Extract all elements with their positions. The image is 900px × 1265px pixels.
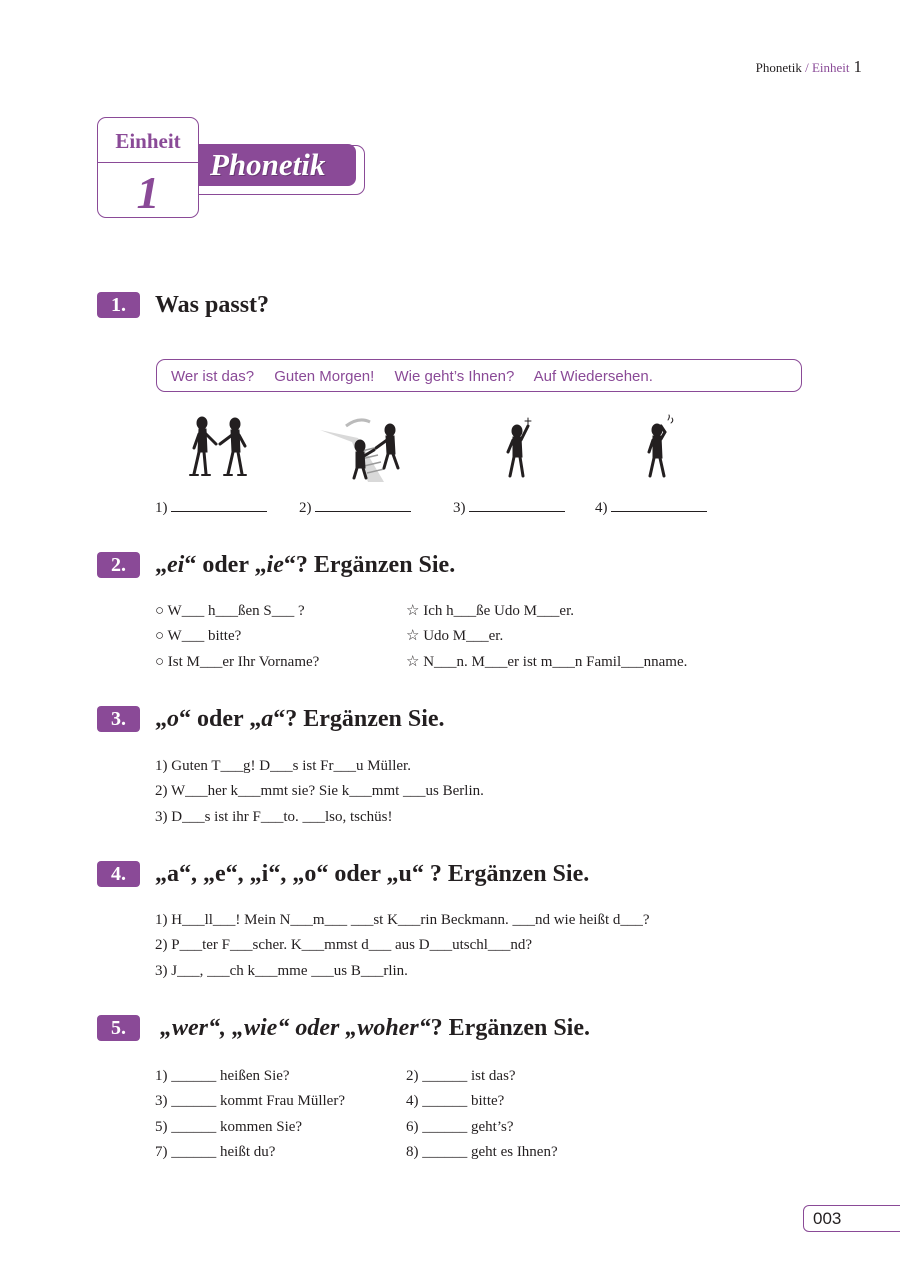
unit-badge-number: 1 [136, 167, 160, 218]
unit-badge-divider [98, 162, 198, 163]
phrase-3: Wie geht’s Ihnen? [394, 368, 515, 385]
answer-1[interactable] [155, 499, 267, 517]
unit-badge-word: Einheit [115, 129, 181, 153]
header-unit-number: 1 [853, 57, 862, 76]
answer-3-label: 3) [453, 500, 466, 516]
ex4-line-3: 3) J___, ___ch k___mme ___us B___rlin. [155, 963, 408, 979]
ex2-right-1: ☆ Ich h___ße Udo M___er. [406, 603, 575, 619]
ex3-line-1: 1) Guten T___g! D___s ist Fr___u Müller. [155, 758, 411, 774]
handshake-illustration [170, 412, 270, 482]
ex2-left-3: ○ Ist M___er Ihr Vorname? [155, 654, 320, 670]
section-number-5: 5. [97, 1015, 140, 1041]
ex5-right-4: 8) ______ geht es Ihnen? [406, 1144, 558, 1160]
header-separator: / [801, 60, 812, 75]
answer-1-blank[interactable] [171, 499, 267, 512]
phrase-4: Auf Wiedersehen. [533, 368, 653, 385]
phrase-1: Wer ist das? [171, 368, 255, 385]
answer-2-label: 2) [299, 500, 312, 516]
header-unit-word: Einheit [811, 60, 850, 75]
section-number-3: 3. [97, 706, 140, 732]
section-title-3: „o“ oder „a“? Ergänzen Sie. [155, 706, 445, 732]
answer-3-blank[interactable] [469, 499, 565, 512]
answer-2[interactable] [299, 499, 411, 517]
ex5-right-2: 4) ______ bitte? [406, 1093, 505, 1109]
section-number-1: 1. [97, 292, 140, 318]
running-header [756, 57, 862, 77]
ex2-right-2: ☆ Udo M___er. [406, 628, 504, 644]
phrase-2: Guten Morgen! [274, 368, 375, 385]
section-title-2: „ei“ oder „ie“? Ergänzen Sie. [155, 552, 456, 578]
ex2-right-3: ☆ N___n. M___er ist m___n Famil___nname. [406, 654, 688, 670]
header-chapter: Phonetik [755, 60, 802, 75]
unit-title: Phonetik [198, 144, 356, 186]
waving-person-illustration [468, 412, 568, 482]
ex4-line-1: 1) H___ll___! Mein N___m___ ___st K___rin Beckmann. ___nd wie heißt d___? [155, 912, 650, 928]
answer-4-blank[interactable] [611, 499, 707, 512]
page-number: 003 [803, 1205, 900, 1232]
phrase-box [156, 359, 802, 392]
section-number-4: 4. [97, 861, 140, 887]
ex2-left-2: ○ W___ bitte? [155, 628, 242, 644]
section-title-5: „wer“, „wie“ oder „woher“? Ergänzen Sie. [160, 1015, 590, 1041]
section-title-1: Was passt? [155, 292, 270, 318]
section-title-4: „a“, „e“, „i“, „o“ oder „u“ ? Ergänzen Sie. [155, 861, 590, 887]
ex5-left-4: 7) ______ heißt du? [155, 1144, 276, 1160]
meeting-illustration [318, 412, 418, 482]
ex3-line-2: 2) W___her k___mmt sie? Sie k___mmt ___us Berlin. [155, 783, 484, 799]
unit-badge [97, 117, 199, 218]
ex5-left-3: 5) ______ kommen Sie? [155, 1119, 303, 1135]
thinking-person-illustration [610, 412, 710, 482]
answer-2-blank[interactable] [315, 499, 411, 512]
section-number-2: 2. [97, 552, 140, 578]
ex4-line-2: 2) P___ter F___scher. K___mmst d___ aus D___utschl___nd? [155, 937, 533, 953]
ex5-right-3: 6) ______ geht’s? [406, 1119, 514, 1135]
answer-4-label: 4) [595, 500, 608, 516]
ex5-right-1: 2) ______ ist das? [406, 1068, 516, 1084]
answer-3[interactable] [453, 499, 565, 517]
answer-1-label: 1) [155, 500, 168, 516]
ex5-left-2: 3) ______ kommt Frau Müller? [155, 1093, 345, 1109]
answer-4[interactable] [595, 499, 707, 517]
ex5-left-1: 1) ______ heißen Sie? [155, 1068, 290, 1084]
ex3-line-3: 3) D___s ist ihr F___to. ___lso, tschüs! [155, 809, 393, 825]
ex2-left-1: ○ W___ h___ßen S___ ? [155, 603, 305, 619]
